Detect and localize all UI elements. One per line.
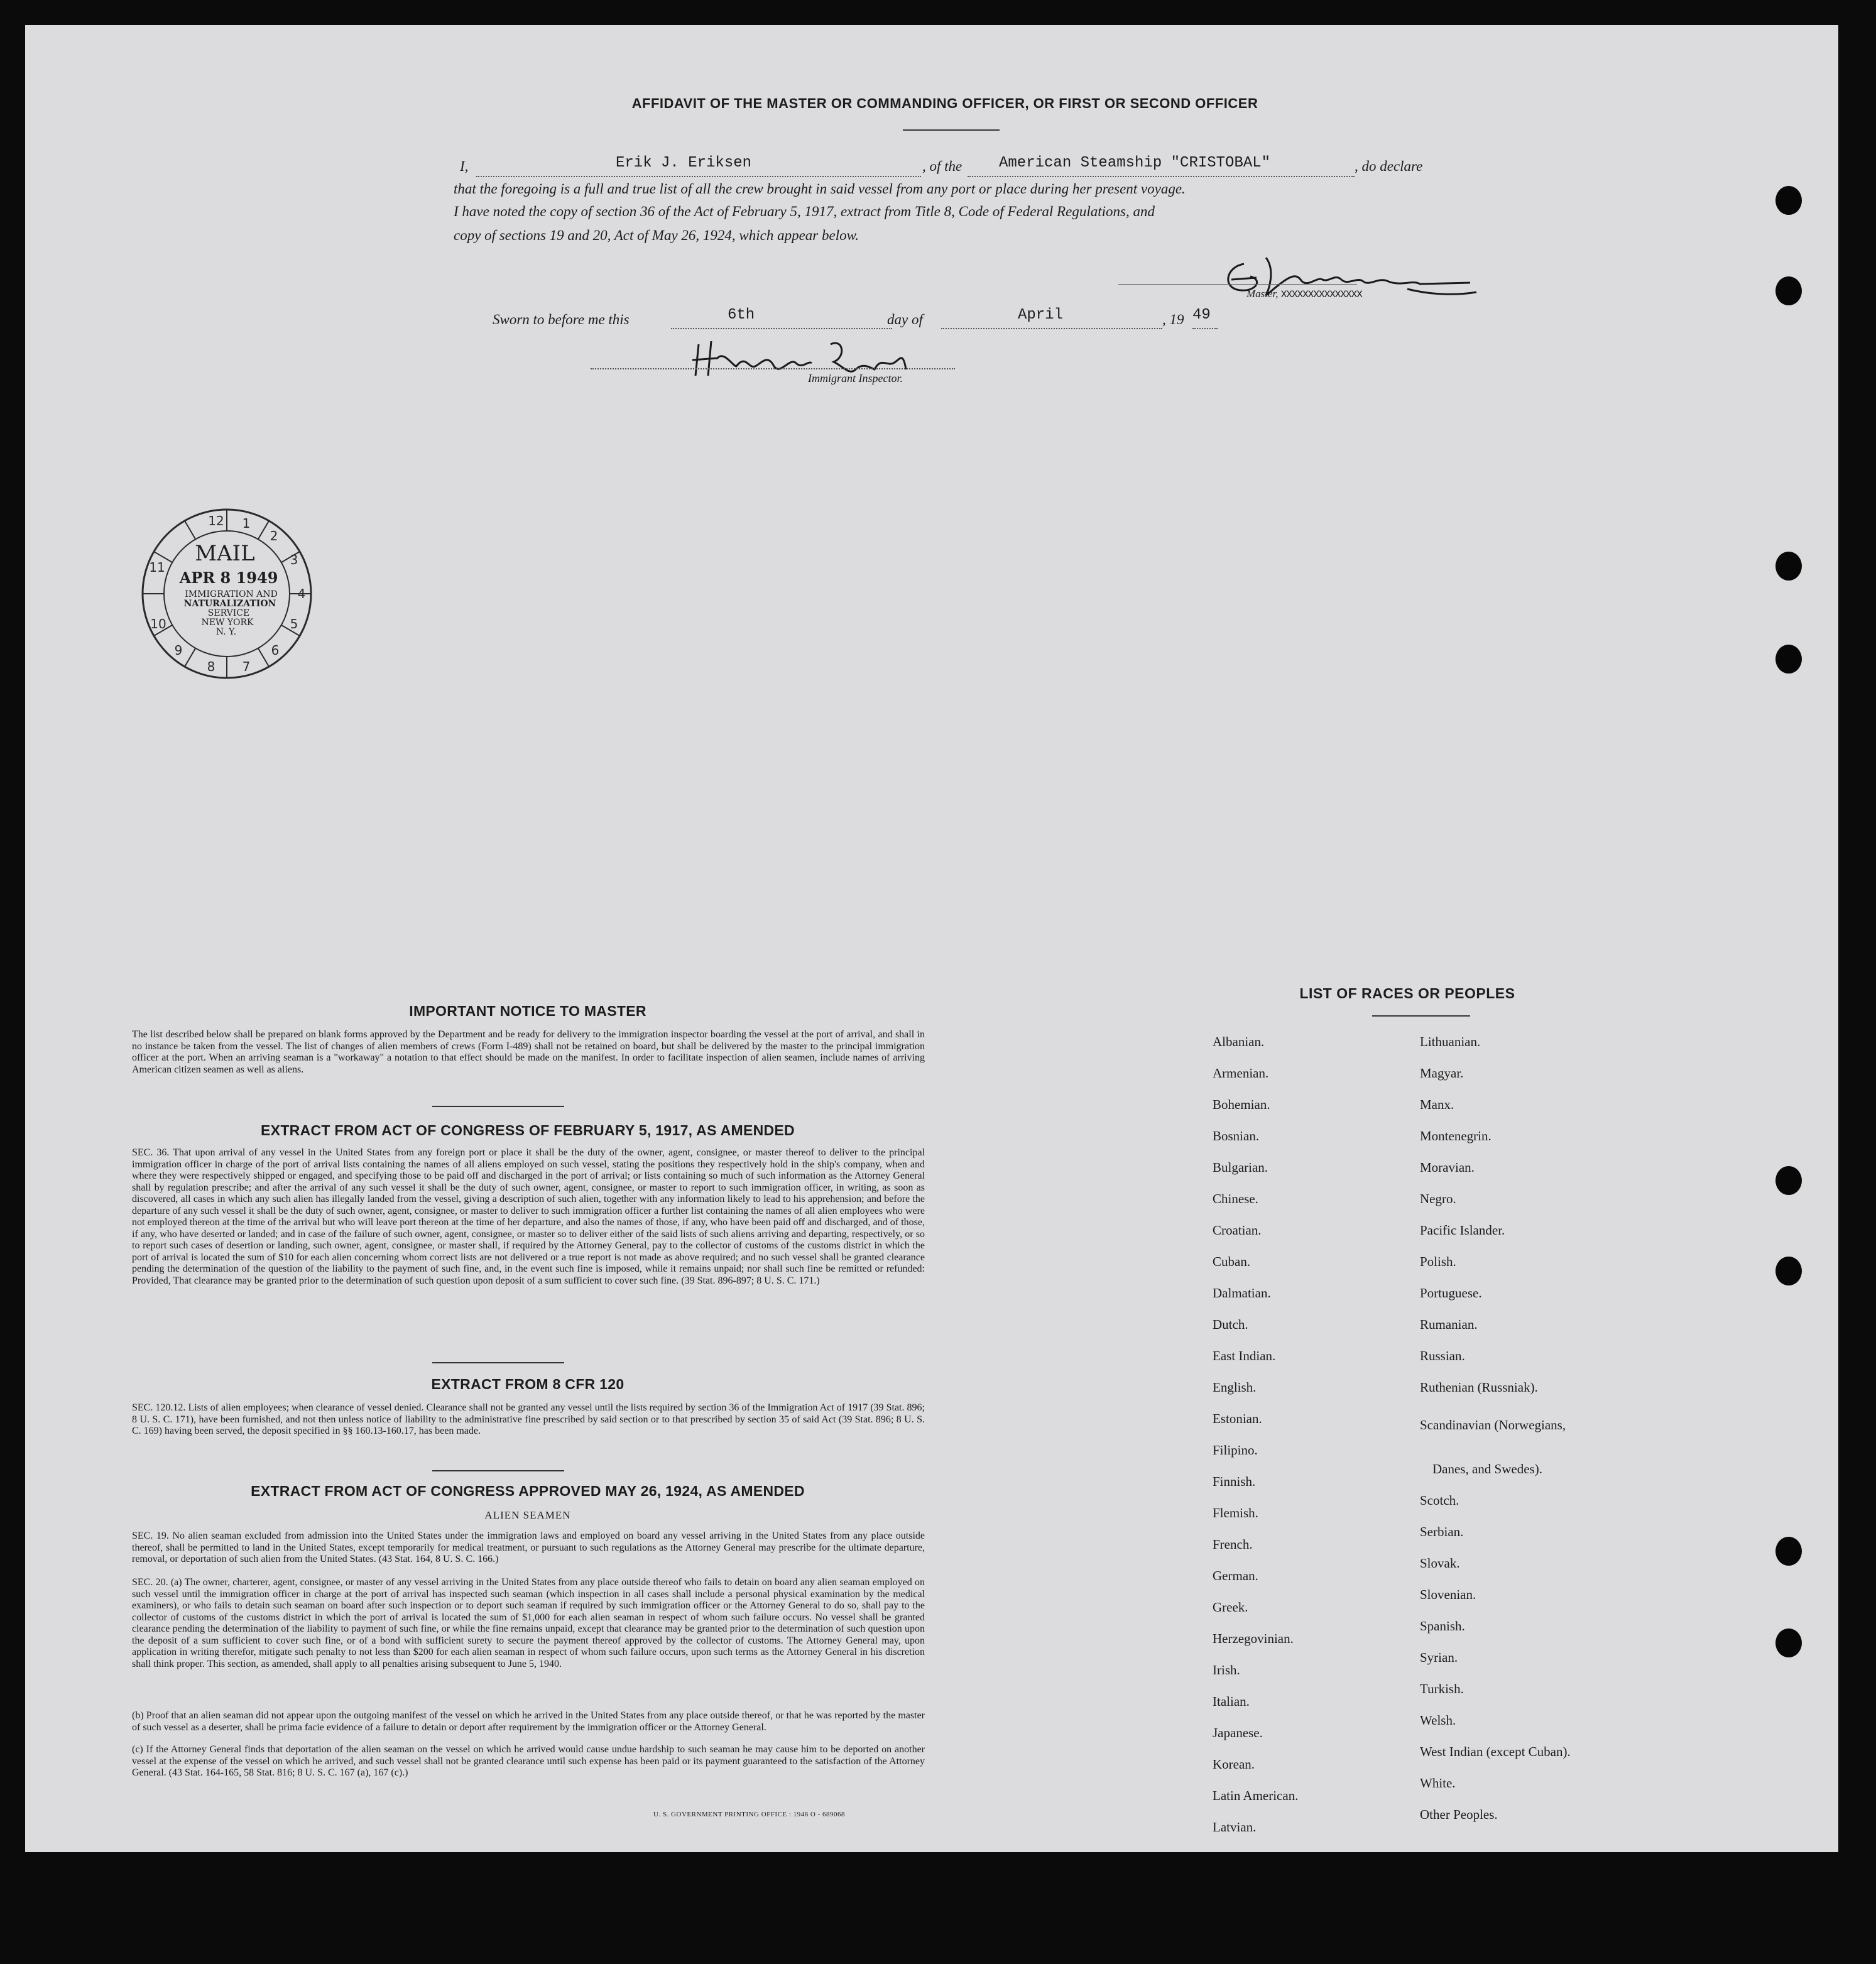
- stamp-num-6: 6: [271, 643, 280, 658]
- vessel-field: [968, 155, 1355, 177]
- race-item: Albanian.: [1213, 1034, 1265, 1049]
- master-signature-line: [1118, 284, 1357, 285]
- race-item: Japanese.: [1213, 1725, 1263, 1740]
- binder-hole: [1775, 276, 1802, 305]
- master-title: [1246, 288, 1362, 300]
- race-item: Irish.: [1213, 1662, 1240, 1678]
- extract-1924-sec20c: (c) If the Attorney General finds that deportation of the alien seaman on the vessel on which he arrived would cause undue hardship to such seaman he may cause him to be deported on another vessel at the expense of the vessel on which he arrived, and such vessel shall not be granted clearance until such expense has been paid or its payment guaranteed to the satisfaction of the Attorney General. (43 Stat. 164-165, 58 Stat. 816; 8 U. S. C. 167 (a), 167 (c).): [132, 1744, 925, 1778]
- race-item: East Indian.: [1213, 1348, 1276, 1363]
- race-item: Ruthenian (Russniak).: [1420, 1380, 1538, 1395]
- stamp-line-4: NEW YORK: [201, 618, 254, 628]
- race-item: Polish.: [1420, 1254, 1456, 1269]
- sworn-year: 49: [1192, 307, 1218, 329]
- races-underline: [1372, 1015, 1470, 1017]
- race-item: Magyar.: [1420, 1066, 1464, 1081]
- race-item: Other Peoples.: [1420, 1807, 1498, 1822]
- stamp-num-5: 5: [290, 616, 298, 631]
- extract-1924-title: EXTRACT FROM ACT OF CONGRESS APPROVED MAY 26, 1924, AS AMENDED: [251, 1483, 805, 1499]
- sworn-month-field: [941, 307, 1162, 329]
- race-item: Syrian.: [1420, 1650, 1458, 1665]
- title-underline: [903, 129, 1000, 131]
- master-name-field: [476, 155, 921, 177]
- binder-hole: [1775, 552, 1802, 581]
- race-item: Bulgarian.: [1213, 1160, 1268, 1175]
- race-item: Bosnian.: [1213, 1128, 1260, 1143]
- do-declare-label: , do declare: [1355, 158, 1423, 174]
- race-item: Italian.: [1213, 1694, 1250, 1709]
- extract-1924-sec19: SEC. 19. No alien seaman excluded from admission into the United States under the immigration laws and employed on board any vessel arriving in the United States from any place outside thereof, shall be permitted to land in the United States, except temporarily for medical treatment, or pursuant to such regulations as the Attorney General may prescribe for the ultimate departure, removal, or deportation of such alien from the United States. (43 Stat. 164, 8 U. S. C. 166.): [132, 1530, 925, 1564]
- binder-hole: [1775, 1257, 1802, 1285]
- extract-cfr-text: SEC. 120.12. Lists of alien employees; when clearance of vessel denied. Clearance shall not be granted any vessel until the lists required by section 36 of the Immigration Act of 1917 (39 Stat. 896; 8 U. S. C. 171), have been furnished, and not then unless notice of liability to the administrative fine prescribed by said section or to that prescribed by section 35 of said Act (39 Stat. 896; 8 U. S. C. 169) having been served, the deposit specified in §§ 160.13-160.17, has been made.: [132, 1402, 925, 1436]
- race-item: Armenian.: [1213, 1066, 1269, 1081]
- extract-1924-sec20a: SEC. 20. (a) The owner, charterer, agent, consignee, or master of any vessel arriving in the United States from any place outside thereof who fails to detain on board any alien seaman employed on such vessel until the immigration officer in charge at the port of arrival has inspected such seaman (which inspection in all cases shall include a personal physical examination by the medical examiners), or who fails to detain such seaman on board after such inspection or to deport such seaman if required by such immigration officer or the Attorney General to do so, shall pay to the collector of customs of the customs district in which the port of arrival is located the sum of $1,000 for each alien seaman in respect of whom such failure occurs. No vessel shall be granted clearance pending the determination of the liability to payment of such fine, or while the fine remains unpaid, except that clearance may be granted prior to the determination of such question upon the deposit of a sum sufficient to cover such fine, or of a bond with sufficient surety to secure the payment thereof approved by the collector of customs. The Attorney General may, upon application in writing therefor, mitigate such penalty to not less than $200 for each alien seaman in respect of whom such failure occurs, upon such terms as the Attorney General in his discretion shall think proper. This section, as amended, shall apply to all penalties arising subsequent to June 5, 1940.: [132, 1577, 925, 1669]
- race-item: Bohemian.: [1213, 1097, 1270, 1112]
- race-item: Lithuanian.: [1420, 1034, 1481, 1049]
- race-item: Cuban.: [1213, 1254, 1251, 1269]
- race-item: Korean.: [1213, 1757, 1255, 1772]
- stamp-mail: MAIL: [195, 541, 255, 566]
- stamp-date: APR 8 1949: [179, 569, 278, 587]
- race-item: Estonian.: [1213, 1411, 1262, 1426]
- sworn-day-field: [671, 307, 892, 329]
- affidavit-i: I,: [460, 158, 469, 174]
- race-item: Manx.: [1420, 1097, 1454, 1112]
- affidavit-line-3: I have noted the copy of section 36 of the Act of February 5, 1917, extract from Title 8, Code of Federal Regulations, and: [454, 204, 1155, 219]
- year-prefix: , 19: [1162, 312, 1184, 327]
- stamp-num-10: 10: [150, 616, 166, 631]
- day-of-label: day of: [887, 312, 923, 327]
- struck-officer-text: XXXXXXXXXXXXXXX: [1280, 289, 1362, 300]
- stamp-num-4: 4: [297, 586, 306, 601]
- binder-hole: [1775, 645, 1802, 674]
- affidavit-title: AFFIDAVIT OF THE MASTER OR COMMANDING OFFICER, OR FIRST OR SECOND OFFICER: [631, 95, 1258, 111]
- race-item: Negro.: [1420, 1191, 1456, 1206]
- race-item: Rumanian.: [1420, 1317, 1478, 1332]
- extract-1924-sec20b: (b) Proof that an alien seaman did not appear upon the outgoing manifest of the vessel on which he arrived in the United States from any place outside thereof, or that he was reported by the master of such vessel as a deserter, shall be prima facie evidence of a failure to detain or deport after requirement by the immigration officer or the Attorney General.: [132, 1710, 925, 1733]
- race-item: Danes, and Swedes).: [1432, 1461, 1542, 1476]
- binder-hole: [1775, 186, 1802, 215]
- notice-title: IMPORTANT NOTICE TO MASTER: [409, 1003, 646, 1019]
- stamp-num-11: 11: [149, 560, 165, 575]
- alien-seamen-subtitle: ALIEN SEAMEN: [484, 1509, 571, 1521]
- extract-1917-text: SEC. 36. That upon arrival of any vessel in the United States from any foreign port or place it shall be the duty of the owner, agent, consignee, or master thereof to deliver to the principal immigration officer in charge of the port of arrival lists containing the names of all aliens employed on such vessel, stating the positions they respectively hold in the ship's company, when and where they were respectively shipped or engaged, and specifying those to be paid off and discharged in the port of arrival; or lists containing so much of such information as the Attorney General shall by regulation prescribe; and after the arrival of any such vessel it shall be the duty of such owner, agent, consignee, or master to report to such immigration officer, in writing, as soon as discovered, all cases in which any such alien has illegally landed from the vessel, giving a description of such alien, together with any information likely to lead to his apprehension; and before the departure of any such vessel it shall be the duty of such owner, agent, consignee, or master to deliver to such immigration officer a further list containing the names of all alien employees who were not employed thereon at the time of the arrival but who will leave port thereon at the time of her departure, and also the names of those, if any, who have been paid off and discharged, and of those, if any, who have deserted or landed; and in case of the failure of such owner, agent, consignee, or master so to deliver either of the said lists of such aliens arriving and departing, respectively, or so to report such cases of desertion or landing, such owner, agent, consignee, or master shall, if required by the Attorney General, pay to the collector of customs of the customs district in which the port of arrival is located the sum of $10 for each alien concerning whom correct lists are not delivered or a true report is not made as above required; and no such vessel shall be granted clearance pending the determination of the question of the liability to the payment of such fine, and, in the event such fine is imposed, while it remains unpaid; nor shall such fine be remitted or refunded: Provided, That clearance may be granted prior to the determination of such question upon deposit of a sum sufficient to cover such fine. (39 Stat. 896-897; 8 U. S. C. 171.): [132, 1147, 925, 1286]
- stamp-num-8: 8: [207, 659, 215, 674]
- race-item: Portuguese.: [1420, 1285, 1482, 1301]
- sworn-label: Sworn to before me this: [493, 312, 630, 327]
- race-item: Finnish.: [1213, 1474, 1256, 1489]
- affidavit-line-4: copy of sections 19 and 20, Act of May 26, 1924, which appear below.: [454, 227, 859, 243]
- affidavit-line-2: that the foregoing is a full and true list of all the crew brought in said vessel from any port or place during her present voyage.: [454, 181, 1186, 197]
- race-item: Pacific Islander.: [1420, 1223, 1505, 1238]
- races-title: LIST OF RACES OR PEOPLES: [1299, 985, 1515, 1001]
- binder-hole: [1775, 1537, 1802, 1566]
- inspector-signature-line: [591, 368, 955, 369]
- stamp-line-5: N. Y.: [215, 627, 237, 637]
- extract-1917-title: EXTRACT FROM ACT OF CONGRESS OF FEBRUARY 5, 1917, AS AMENDED: [261, 1122, 795, 1138]
- race-item: Welsh.: [1420, 1713, 1456, 1728]
- vessel-name: American Steamship "CRISTOBAL": [999, 155, 1271, 172]
- race-item: Scandinavian (Norwegians,: [1420, 1417, 1566, 1432]
- race-item: Russian.: [1420, 1348, 1465, 1363]
- race-item: Croatian.: [1213, 1223, 1262, 1238]
- extract-cfr-title: EXTRACT FROM 8 CFR 120: [431, 1376, 624, 1392]
- stamp-line-1: IMMIGRATION AND: [185, 589, 278, 599]
- rule-2: [432, 1362, 564, 1363]
- race-item: Herzegovinian.: [1213, 1631, 1294, 1646]
- race-item: White.: [1420, 1776, 1456, 1791]
- stamp-num-2: 2: [270, 528, 278, 543]
- master-label: Master,: [1246, 288, 1279, 300]
- stamp-line-3: SERVICE: [207, 608, 250, 618]
- inspector-label: Immigrant Inspector.: [808, 372, 903, 385]
- race-item: Flemish.: [1213, 1505, 1258, 1520]
- race-item: Chinese.: [1213, 1191, 1258, 1206]
- of-the-label: , of the: [922, 158, 963, 174]
- race-item: Slovak.: [1420, 1556, 1460, 1571]
- stamp-num-3: 3: [290, 552, 298, 567]
- race-item: Spanish.: [1420, 1618, 1465, 1634]
- stamp-num-7: 7: [242, 659, 251, 674]
- race-item: Greek.: [1213, 1600, 1248, 1615]
- race-item: Dalmatian.: [1213, 1285, 1271, 1301]
- race-item: English.: [1213, 1380, 1257, 1395]
- printer-imprint: U. S. GOVERNMENT PRINTING OFFICE : 1948 O - 689068: [653, 1811, 846, 1818]
- sworn-month: April: [1018, 307, 1064, 324]
- race-item: Turkish.: [1420, 1681, 1464, 1696]
- stamp-line-2: NATURALIZATION: [183, 599, 276, 609]
- binder-hole: [1775, 1166, 1802, 1195]
- stamp-num-12: 12: [208, 513, 224, 528]
- sworn-day: 6th: [728, 307, 755, 324]
- race-item: Scotch.: [1420, 1493, 1459, 1508]
- race-item: Filipino.: [1213, 1443, 1258, 1458]
- document-sheet: [25, 25, 1838, 1852]
- rule-1: [432, 1106, 564, 1107]
- notice-text: The list described below shall be prepared on blank forms approved by the Department and be ready for delivery to the immigration inspector boarding the vessel at the port of arrival, and shall in no instance be taken from the vessel. The list of changes of alien members of crews (Form I-489) shall not be retained on board, but shall be delivered by the master to the principal immigration officer at the port. When an arriving seaman is a "workaway" a notation to that effect should be made on the manifest. In order to facilitate inspection of alien seamen, include names of arriving American citizen seamen as well as aliens.: [132, 1029, 925, 1075]
- master-name: Erik J. Eriksen: [616, 155, 752, 172]
- race-item: Moravian.: [1420, 1160, 1475, 1175]
- master-signature: [1206, 245, 1508, 314]
- race-item: West Indian (except Cuban).: [1420, 1744, 1571, 1759]
- race-item: Latvian.: [1213, 1819, 1257, 1835]
- rule-3: [432, 1470, 564, 1471]
- race-item: German.: [1213, 1568, 1258, 1583]
- binder-hole: [1775, 1628, 1802, 1657]
- stamp-num-9: 9: [174, 643, 183, 658]
- immigration-stamp: [136, 503, 318, 685]
- race-item: Slovenian.: [1420, 1587, 1476, 1602]
- race-item: Dutch.: [1213, 1317, 1248, 1332]
- stamp-num-1: 1: [242, 516, 251, 531]
- race-item: Serbian.: [1420, 1524, 1464, 1539]
- race-item: Montenegrin.: [1420, 1128, 1492, 1143]
- race-item: French.: [1213, 1537, 1253, 1552]
- race-item: Latin American.: [1213, 1788, 1299, 1803]
